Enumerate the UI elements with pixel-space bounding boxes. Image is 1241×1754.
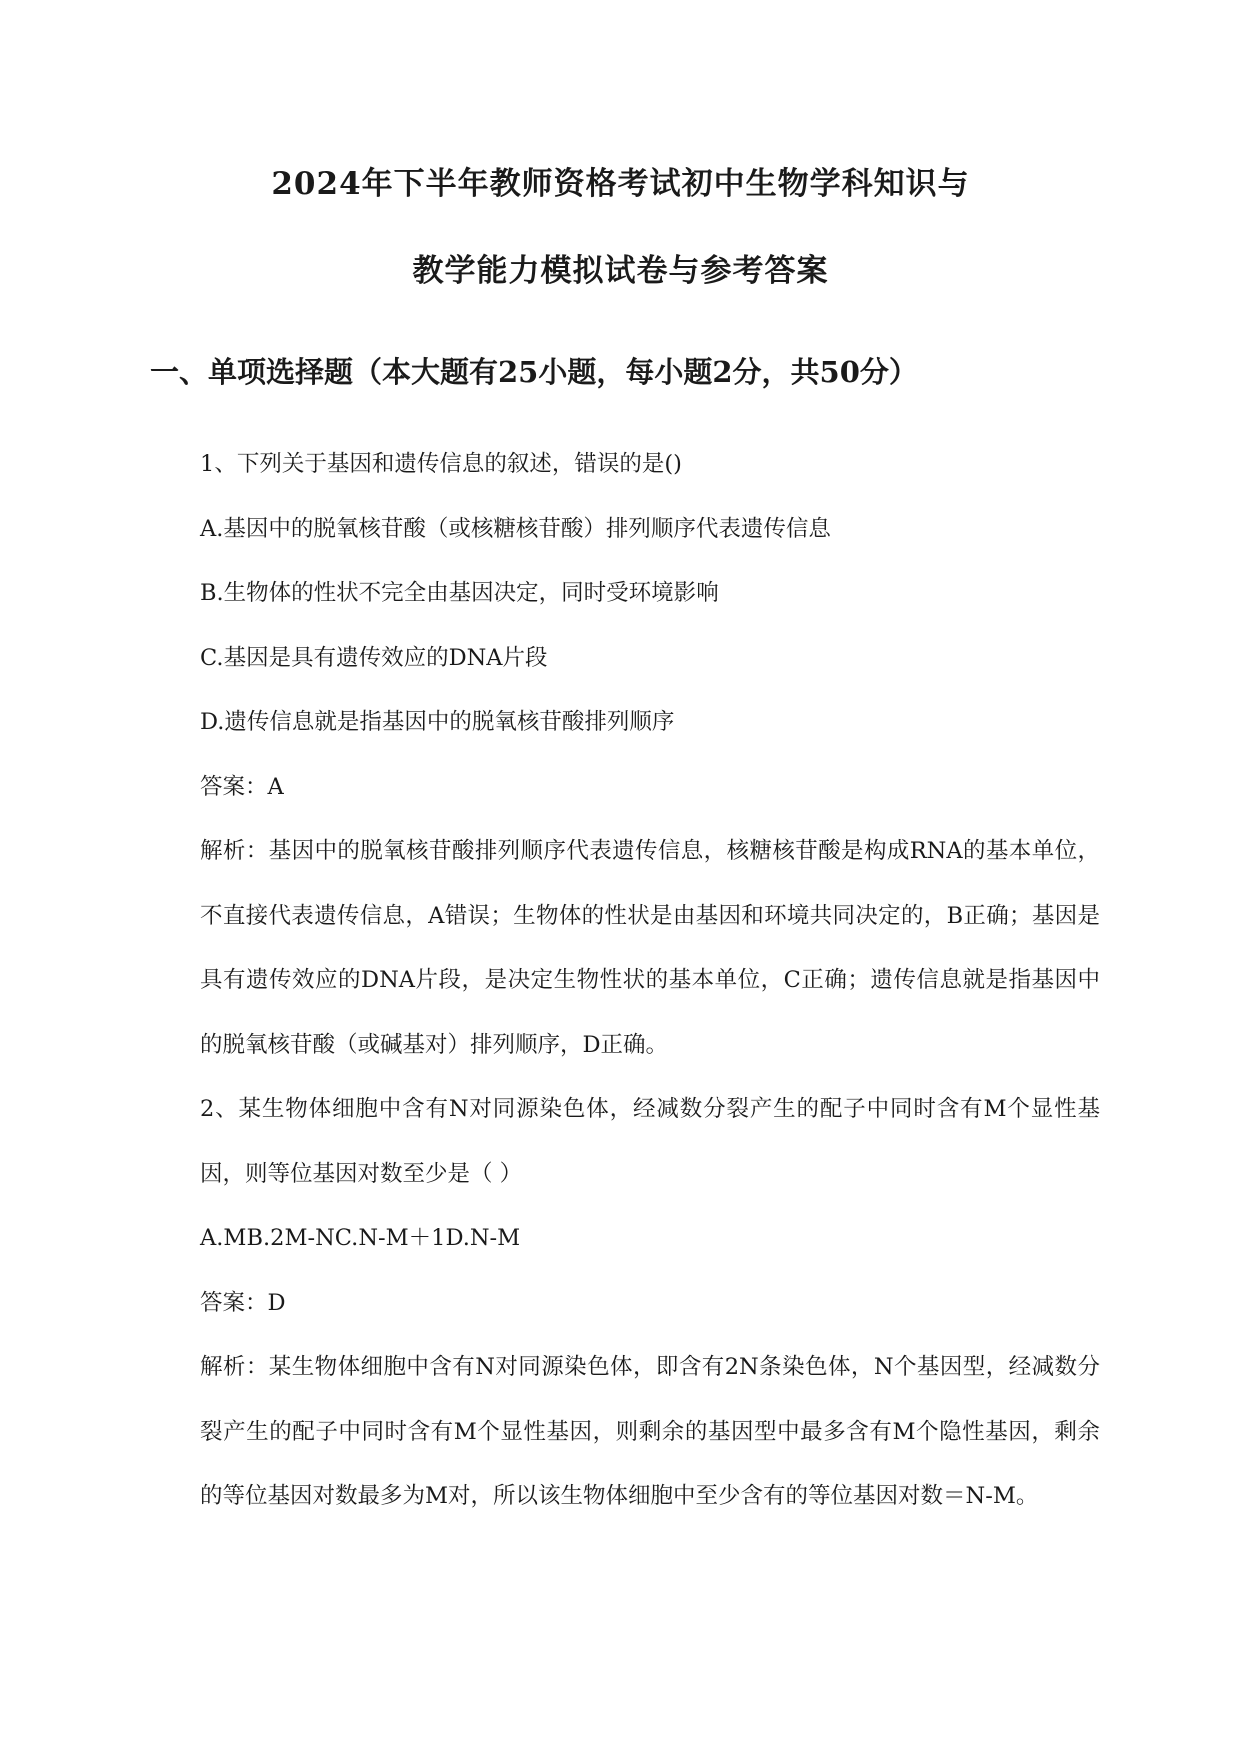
question-1-option-d: D.遗传信息就是指基因中的脱氧核苷酸排列顺序 xyxy=(200,709,675,735)
question-1-option-c: C.基因是具有遗传效应的DNA片段 xyxy=(200,644,548,671)
document-title-line-1: 2024年下半年教师资格考试初中生物学科知识与 xyxy=(271,166,970,202)
question-2-analysis: 解析：某生物体细胞中含有N对同源染色体，即含有2N条染色体，N个基因型，经减数分裂产生的配子中同时含有M个显性基因，则剩余的基因型中最多含有M个隐性基因，剩余的等位基因对数最多为M对，所以该生物体细胞中至少含有的等位基因对数＝N-M。 xyxy=(200,1354,1100,1509)
question-2-answer: 答案：D xyxy=(200,1289,286,1316)
section-heading: 一、单项选择题（本大题有25小题，每小题2分，共50分） xyxy=(150,355,918,389)
question-2-stem: 2、某生物体细胞中含有N对同源染色体，经减数分裂产生的配子中同时含有M个显性基因，则等位基因对数至少是（ ） xyxy=(200,1096,1100,1187)
question-1-stem: 1、下列关于基因和遗传信息的叙述，错误的是() xyxy=(200,451,682,477)
question-1-option-b: B.生物体的性状不完全由基因决定，同时受环境影响 xyxy=(200,580,719,606)
question-1-option-a: A.基因中的脱氧核苷酸（或核糖核苷酸）排列顺序代表遗传信息 xyxy=(200,515,831,542)
question-2-options: A.MB.2M-NC.N-M＋1D.N-M xyxy=(200,1225,521,1251)
question-list xyxy=(200,432,1100,1529)
question-1-answer: 答案：A xyxy=(200,773,284,800)
question-1-analysis: 解析：基因中的脱氧核苷酸排列顺序代表遗传信息，核糖核苷酸是构成RNA的基本单位，不直接代表遗传信息，A错误；生物体的性状是由基因和环境共同决定的，B正确；基因是具有遗传效应的DNA片段，是决定生物性状的基本单位，C正确；遗传信息就是指基因中的脱氧核苷酸（或碱基对）排列顺序，D正确。 xyxy=(200,838,1100,1058)
document-title-line-2: 教学能力模拟试卷与参考答案 xyxy=(412,253,829,289)
